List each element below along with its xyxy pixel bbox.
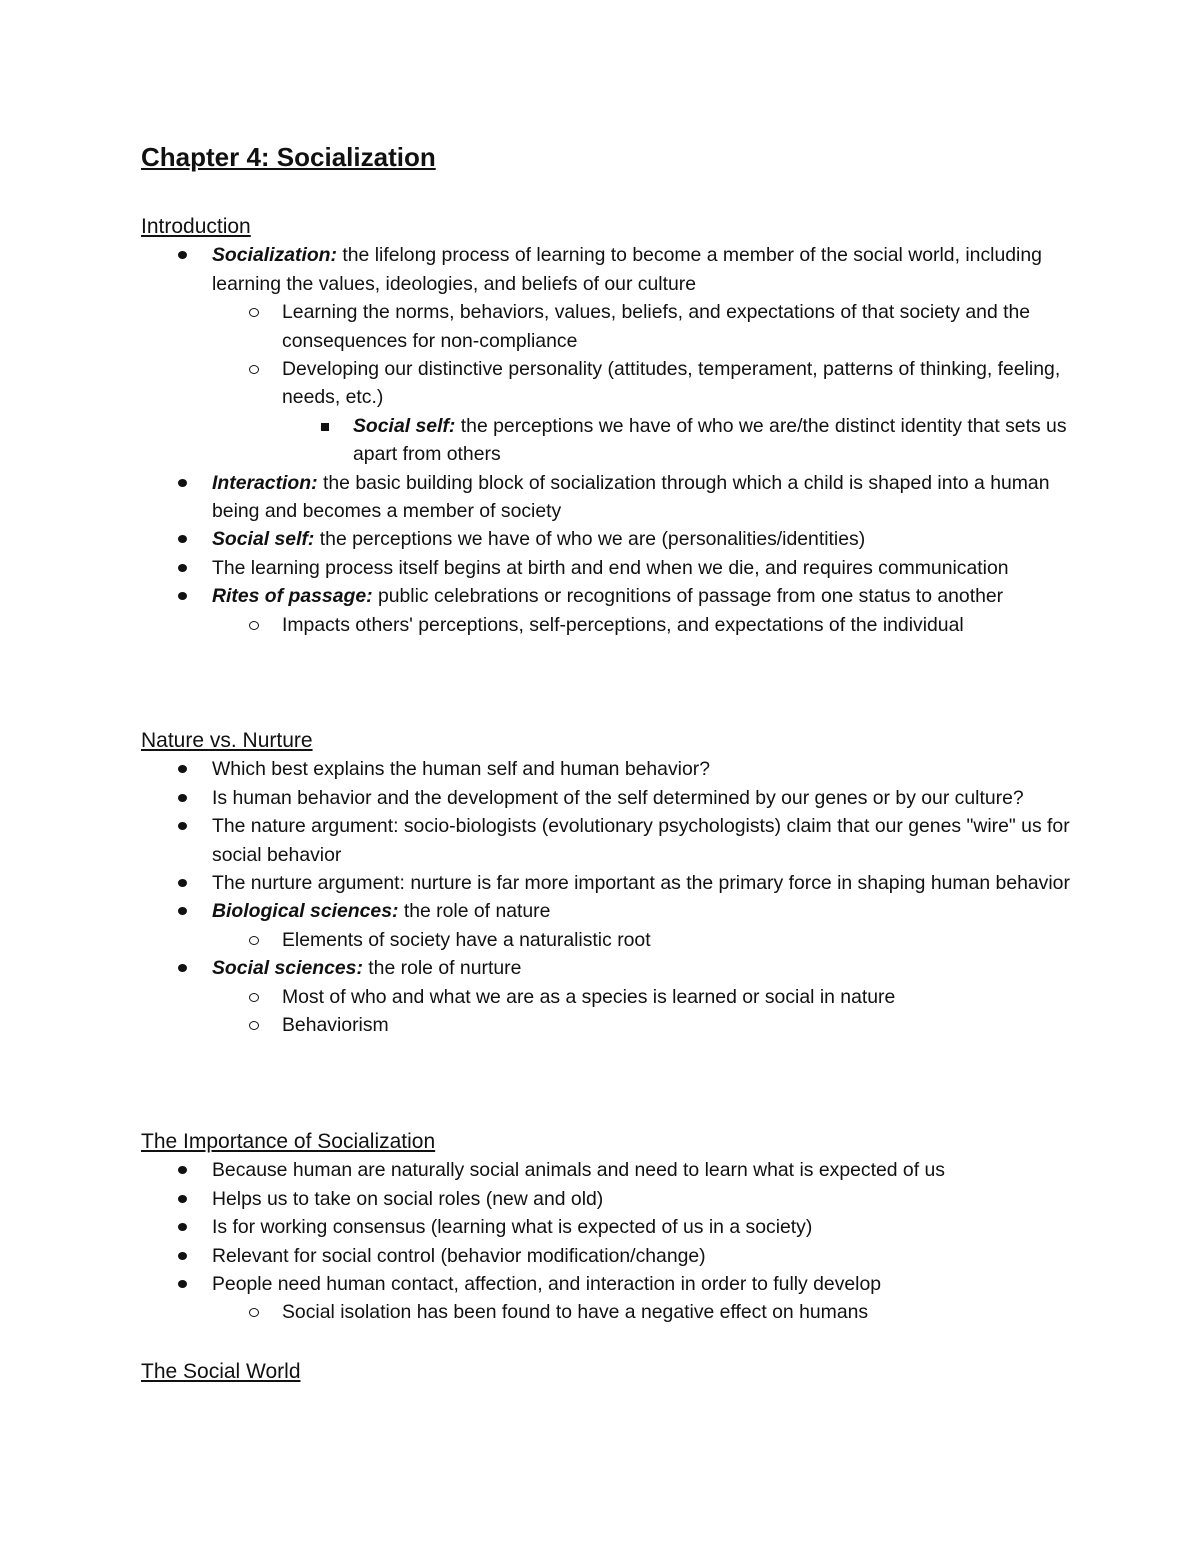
bullet-list — [141, 241, 1071, 639]
list-item — [141, 469, 1071, 526]
list-item — [141, 1298, 1071, 1326]
filled-circle-bullet-icon — [178, 1195, 187, 1203]
filled-circle-bullet-icon — [178, 907, 187, 915]
item-text: Social isolation has been found to have a negative effect on humans — [282, 1301, 869, 1324]
term-label: Interaction: — [212, 471, 318, 494]
term-label: Biological sciences: — [212, 900, 399, 923]
item-text: Helps us to take on social roles (new and old) — [212, 1187, 604, 1210]
filled-circle-bullet-icon — [178, 251, 187, 259]
page-title: Chapter 4: Socialization — [141, 142, 436, 172]
filled-circle-bullet-icon — [178, 1280, 187, 1288]
item-text: The learning process itself begins at birth and end when we die, and requires communication — [212, 556, 1009, 579]
list-item — [141, 983, 1071, 1011]
hollow-circle-bullet-icon — [249, 308, 259, 317]
filled-circle-bullet-icon — [178, 879, 187, 887]
section-heading: Nature vs. Nurture — [141, 729, 313, 752]
hollow-circle-bullet-icon — [249, 365, 259, 374]
hollow-circle-bullet-icon — [249, 993, 259, 1002]
list-item — [141, 1011, 1071, 1039]
filled-circle-bullet-icon — [178, 822, 187, 830]
term-label: Rites of passage: — [212, 585, 373, 608]
item-text: People need human contact, affection, and interaction in order to fully develop — [212, 1273, 882, 1296]
term-label: Social sciences: — [212, 957, 363, 980]
definition-text: the perceptions we have of who we are/the distinct identity that sets us apart from others — [353, 414, 1067, 466]
list-item — [141, 1213, 1071, 1241]
item-text: The nature argument: socio-biologists (evolutionary psychologists) claim that our genes "wire" us for social behavior — [212, 815, 1070, 866]
filled-circle-bullet-icon — [178, 564, 187, 572]
section-heading: The Social World — [141, 1360, 301, 1383]
section-importance-of-socialization — [141, 1128, 1071, 1327]
list-item — [141, 1185, 1071, 1213]
filled-circle-bullet-icon — [178, 765, 187, 773]
section-introduction — [141, 213, 1071, 639]
filled-circle-bullet-icon — [178, 479, 187, 487]
list-item — [141, 1270, 1071, 1298]
list-item — [141, 355, 1071, 412]
list-item — [141, 611, 1071, 639]
bullet-list — [141, 755, 1071, 1039]
item-text: Most of who and what we are as a species is learned or social in nature — [282, 985, 896, 1008]
definition-text: the role of nurture — [362, 957, 522, 980]
list-item — [141, 1242, 1071, 1270]
term-label: Social self: — [353, 414, 456, 437]
item-text: Impacts others' perceptions, self-perceptions, and expectations of the individual — [282, 613, 964, 636]
item-text: Learning the norms, behaviors, values, beliefs, and expectations of that society and the consequences for non-compliance — [282, 301, 1031, 352]
bullet-list — [141, 1156, 1071, 1326]
list-item — [141, 926, 1071, 954]
list-item — [141, 812, 1071, 869]
section-nature-vs-nurture — [141, 727, 1071, 1039]
item-text: Elements of society have a naturalistic root — [282, 928, 651, 951]
hollow-circle-bullet-icon — [249, 936, 259, 945]
hollow-circle-bullet-icon — [249, 1308, 259, 1317]
definition-text: the perceptions we have of who we are (personalities/identities) — [314, 528, 866, 551]
definition-text: the basic building block of socialization through which a child is shaped into a human being and becomes a member of society — [212, 471, 1050, 523]
list-item — [141, 897, 1071, 925]
list-item — [141, 1156, 1071, 1184]
filled-circle-bullet-icon — [178, 1252, 187, 1260]
list-item — [141, 554, 1071, 582]
filled-circle-bullet-icon — [178, 535, 187, 543]
section-social-world — [141, 1358, 1071, 1386]
item-text: Relevant for social control (behavior modification/change) — [212, 1244, 706, 1267]
filled-circle-bullet-icon — [178, 1166, 187, 1174]
item-text: Developing our distinctive personality (attitudes, temperament, patterns of thinking, feeling, needs, etc.) — [282, 358, 1061, 409]
filled-circle-bullet-icon — [178, 592, 187, 600]
list-item — [141, 755, 1071, 783]
list-item — [141, 412, 1071, 469]
item-text: Is human behavior and the development of the self determined by our genes or by our culture? — [212, 786, 1024, 809]
filled-circle-bullet-icon — [178, 1223, 187, 1231]
term-label: Social self: — [212, 528, 315, 551]
item-text: The nurture argument: nurture is far more important as the primary force in shaping human behavior — [212, 872, 1070, 895]
item-text: Because human are naturally social animals and need to learn what is expected of us — [212, 1159, 945, 1182]
item-text: Behaviorism — [282, 1014, 389, 1037]
list-item — [141, 525, 1071, 553]
list-item — [141, 784, 1071, 812]
list-item — [141, 582, 1071, 610]
item-text: Is for working consensus (learning what is expected of us in a society) — [212, 1216, 813, 1239]
square-bullet-icon — [321, 423, 329, 431]
definition-text: public celebrations or recognitions of passage from one status to another — [372, 585, 1004, 608]
filled-circle-bullet-icon — [178, 964, 187, 972]
item-text: Which best explains the human self and human behavior? — [212, 758, 710, 781]
definition-text: the lifelong process of learning to become a member of the social world, including learning the values, ideologies, and beliefs of our culture — [212, 244, 1042, 295]
hollow-circle-bullet-icon — [249, 1021, 259, 1030]
list-item — [141, 241, 1071, 298]
list-item — [141, 298, 1071, 355]
section-heading: The Importance of Socialization — [141, 1130, 436, 1153]
list-item — [141, 869, 1071, 897]
filled-circle-bullet-icon — [178, 794, 187, 802]
hollow-circle-bullet-icon — [249, 621, 259, 630]
term-label: Socialization: — [212, 244, 337, 267]
definition-text: the role of nature — [398, 900, 551, 923]
section-heading: Introduction — [141, 215, 251, 238]
list-item — [141, 954, 1071, 982]
